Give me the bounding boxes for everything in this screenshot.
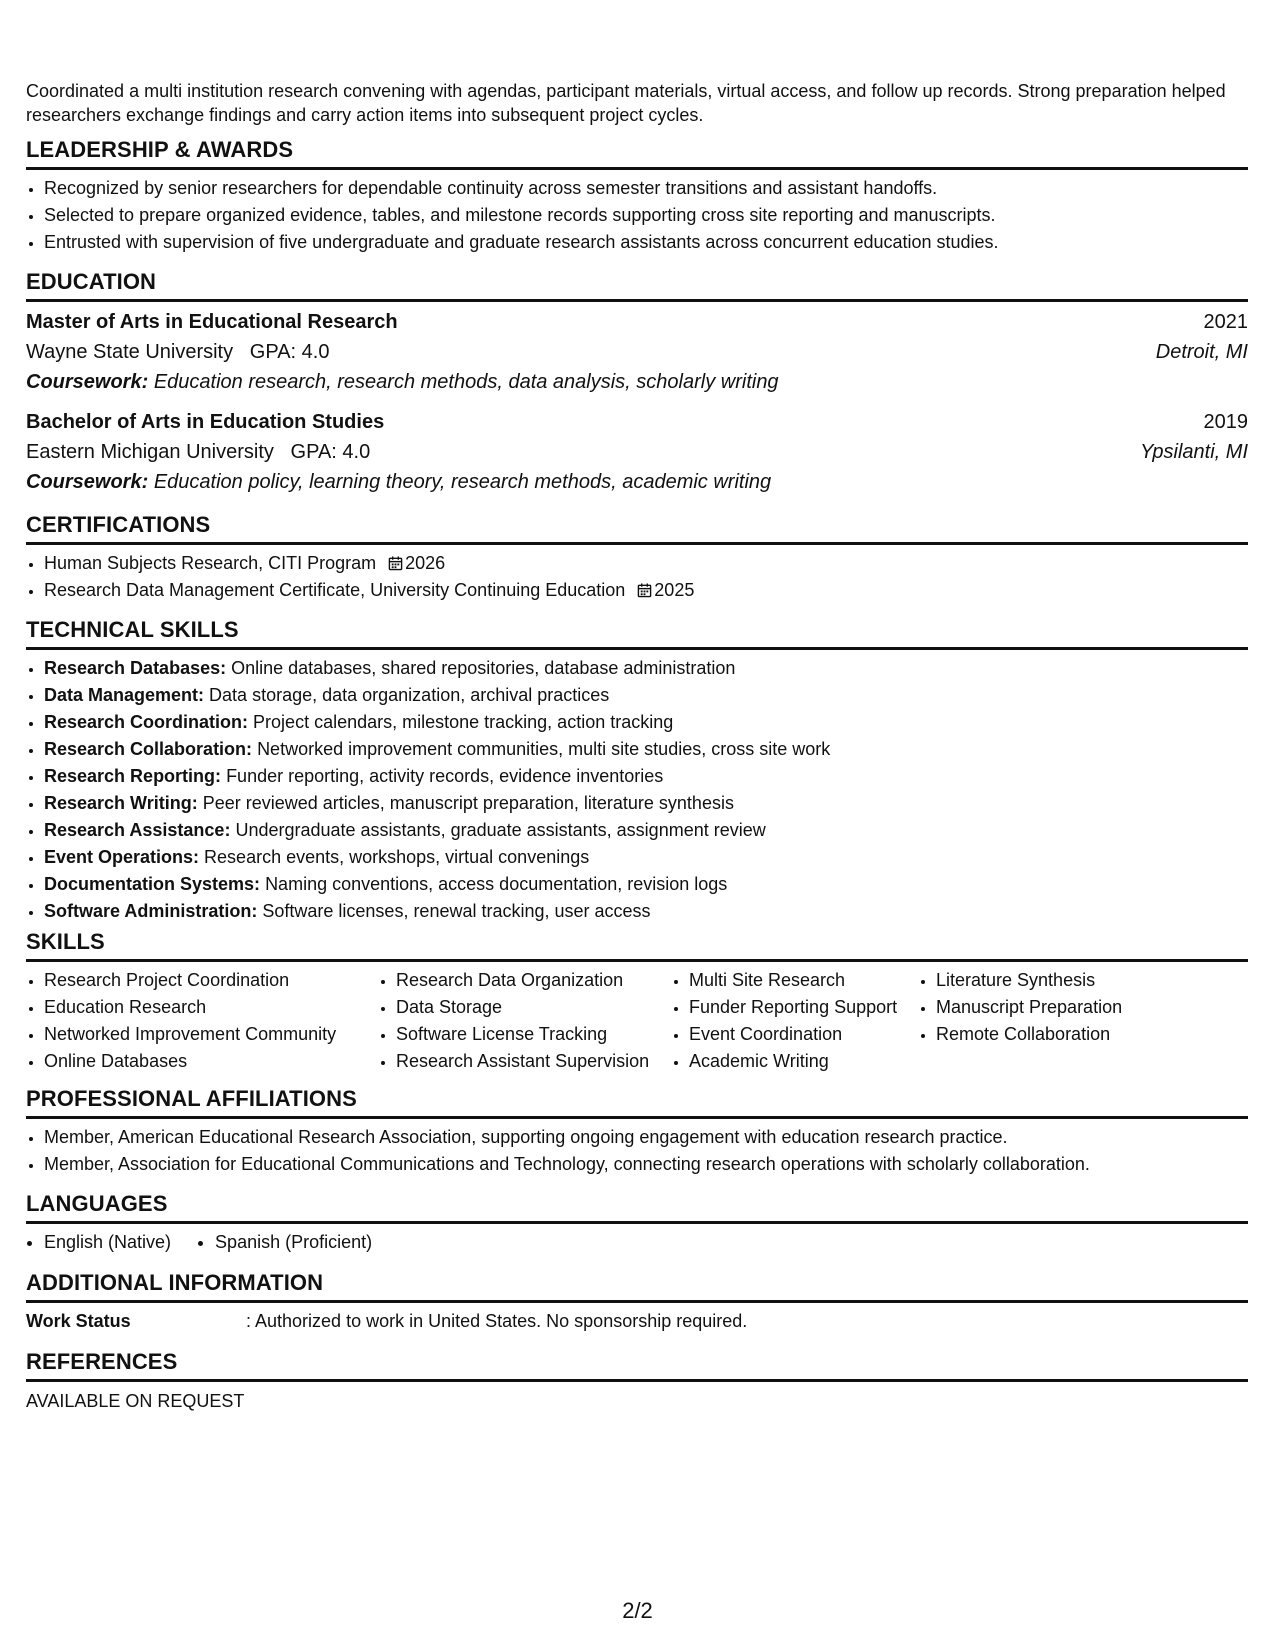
list-item: • Online Databases xyxy=(44,1048,378,1075)
list-item: • Multi Site Research xyxy=(689,967,918,994)
coursework: Education research, research methods, data analysis, scholarly writing xyxy=(153,371,779,393)
list-item: • Entrusted with supervision of five undergraduate and graduate research assistants across concurrent education studies. xyxy=(44,229,1248,256)
skill-category: Research Assistance: xyxy=(44,820,231,840)
school-location: Detroit, MI xyxy=(1155,341,1248,363)
languages-section xyxy=(26,1191,1248,1256)
education-entry xyxy=(26,407,1248,497)
leadership-list xyxy=(26,175,1248,256)
section-title: REFERENCES xyxy=(26,1349,1248,1382)
skill-detail: Networked improvement communities, multi site studies, cross site work xyxy=(257,739,831,759)
degree: Bachelor of Arts in Education Studies xyxy=(26,411,385,433)
skill-category: Event Operations: xyxy=(44,847,200,867)
graduation-year: 2021 xyxy=(1203,311,1248,333)
affiliations-list xyxy=(26,1124,1248,1178)
skill-category: Research Reporting: xyxy=(44,766,222,786)
list-item: • Research Project Coordination xyxy=(44,967,378,994)
skills-column xyxy=(671,967,918,1075)
skill-detail: Project calendars, milestone tracking, action tracking xyxy=(253,712,674,732)
list-item: • Education Research xyxy=(44,994,378,1021)
leadership-section xyxy=(26,137,1248,256)
section-title: LEADERSHIP & AWARDS xyxy=(26,137,1248,170)
affiliations-section xyxy=(26,1086,1248,1178)
education-section xyxy=(26,269,1248,497)
certification-name: Research Data Management Certificate, University Continuing Education xyxy=(44,580,626,600)
list-item xyxy=(44,817,1248,844)
section-title: TECHNICAL SKILLS xyxy=(26,617,1248,650)
school-name: Eastern Michigan University xyxy=(26,441,274,463)
skill-detail: Funder reporting, activity records, evidence inventories xyxy=(226,766,664,786)
education-entry xyxy=(26,307,1248,397)
skill-detail: Research events, workshops, virtual convenings xyxy=(204,847,590,867)
calendar-icon xyxy=(388,556,403,571)
list-item: • Literature Synthesis xyxy=(936,967,1176,994)
skill-detail: Software licenses, renewal tracking, user access xyxy=(262,901,651,921)
skill-category: Data Management: xyxy=(44,685,205,705)
list-item: • Research Data Organization xyxy=(396,967,671,994)
list-item xyxy=(44,844,1248,871)
coursework: Education policy, learning theory, research methods, academic writing xyxy=(153,471,772,493)
section-title: SKILLS xyxy=(26,929,1248,962)
list-item xyxy=(44,763,1248,790)
list-item xyxy=(44,709,1248,736)
skill-category: Research Writing: xyxy=(44,793,198,813)
list-item: • Member, Association for Educational Communications and Technology, connecting research operations with scholarly collaboration. xyxy=(44,1151,1248,1178)
list-item xyxy=(44,871,1248,898)
skill-category: Research Databases: xyxy=(44,658,227,678)
work-status-value: : Authorized to work in United States. No sponsorship required. xyxy=(246,1311,748,1331)
list-item: • Event Coordination xyxy=(689,1021,918,1048)
certifications-list xyxy=(26,550,1248,604)
list-item: • Data Storage xyxy=(396,994,671,1021)
list-item xyxy=(44,682,1248,709)
list-item: • Recognized by senior researchers for dependable continuity across semester transitions and assistant handoffs. xyxy=(44,175,1248,202)
list-item: • Spanish (Proficient) xyxy=(215,1229,372,1256)
list-item xyxy=(44,550,1248,577)
skill-detail: Undergraduate assistants, graduate assistants, assignment review xyxy=(235,820,766,840)
skill-category: Research Coordination: xyxy=(44,712,249,732)
list-item: • Funder Reporting Support xyxy=(689,994,918,1021)
list-item xyxy=(44,898,1248,925)
coursework-label: Coursework: xyxy=(26,471,149,493)
list-item: • Academic Writing xyxy=(689,1048,918,1075)
graduation-year: 2019 xyxy=(1203,411,1248,433)
list-item: • Selected to prepare organized evidence, tables, and milestone records supporting cross site reporting and manuscripts. xyxy=(44,202,1248,229)
technical-skills-section xyxy=(26,617,1248,925)
list-item: • Networked Improvement Community xyxy=(44,1021,378,1048)
certifications-section xyxy=(26,512,1248,604)
skill-category: Research Collaboration: xyxy=(44,739,253,759)
section-title: LANGUAGES xyxy=(26,1191,1248,1224)
skill-category: Documentation Systems: xyxy=(44,874,261,894)
school-location: Ypsilanti, MI xyxy=(1140,441,1248,463)
certification-year: 2025 xyxy=(654,580,695,600)
skills-column xyxy=(378,967,671,1075)
list-item: • Research Assistant Supervision xyxy=(396,1048,671,1075)
certification-name: Human Subjects Research, CITI Program xyxy=(44,553,377,573)
page-number: 2/2 xyxy=(622,1598,653,1623)
additional-info-section xyxy=(26,1270,1248,1335)
section-title: ADDITIONAL INFORMATION xyxy=(26,1270,1248,1303)
coursework-label: Coursework: xyxy=(26,371,149,393)
skill-detail: Data storage, data organization, archival practices xyxy=(209,685,610,705)
intro-paragraph: Coordinated a multi institution research convening with agendas, participant materials, virtual access, and follow up records. Strong preparation helped researchers exchange findings and carry action items into subsequent project cycles. xyxy=(26,81,1226,125)
skill-detail: Naming conventions, access documentation, revision logs xyxy=(265,874,728,894)
skill-detail: Peer reviewed articles, manuscript preparation, literature synthesis xyxy=(202,793,734,813)
section-title: EDUCATION xyxy=(26,269,1248,302)
degree: Master of Arts in Educational Research xyxy=(26,311,398,333)
references-text: AVAILABLE ON REQUEST xyxy=(26,1391,245,1411)
list-item: • Remote Collaboration xyxy=(936,1021,1176,1048)
list-item: • Software License Tracking xyxy=(396,1021,671,1048)
list-item: • Member, American Educational Research Association, supporting ongoing engagement with education research practice. xyxy=(44,1124,1248,1151)
gpa: GPA: 4.0 xyxy=(290,441,371,463)
skills-column xyxy=(918,967,1176,1075)
skills-column xyxy=(26,967,378,1075)
list-item xyxy=(44,577,1248,604)
skills-section xyxy=(26,929,1248,1075)
skill-category: Software Administration: xyxy=(44,901,258,921)
skill-detail: Online databases, shared repositories, database administration xyxy=(231,658,736,678)
languages-list xyxy=(26,1229,1248,1256)
technical-skills-list xyxy=(26,655,1248,925)
list-item xyxy=(44,790,1248,817)
list-item xyxy=(44,655,1248,682)
section-title: CERTIFICATIONS xyxy=(26,512,1248,545)
certification-year: 2026 xyxy=(405,553,446,573)
list-item: • Manuscript Preparation xyxy=(936,994,1176,1021)
list-item: • English (Native) xyxy=(44,1229,171,1256)
references-section xyxy=(26,1349,1248,1415)
section-title: PROFESSIONAL AFFILIATIONS xyxy=(26,1086,1248,1119)
school-name: Wayne State University xyxy=(26,341,234,363)
work-status-label: Work Status xyxy=(26,1311,131,1331)
calendar-icon xyxy=(637,583,652,598)
work-status-row xyxy=(26,1307,1248,1335)
skills-grid xyxy=(26,967,1248,1075)
gpa: GPA: 4.0 xyxy=(249,341,330,363)
list-item xyxy=(44,736,1248,763)
